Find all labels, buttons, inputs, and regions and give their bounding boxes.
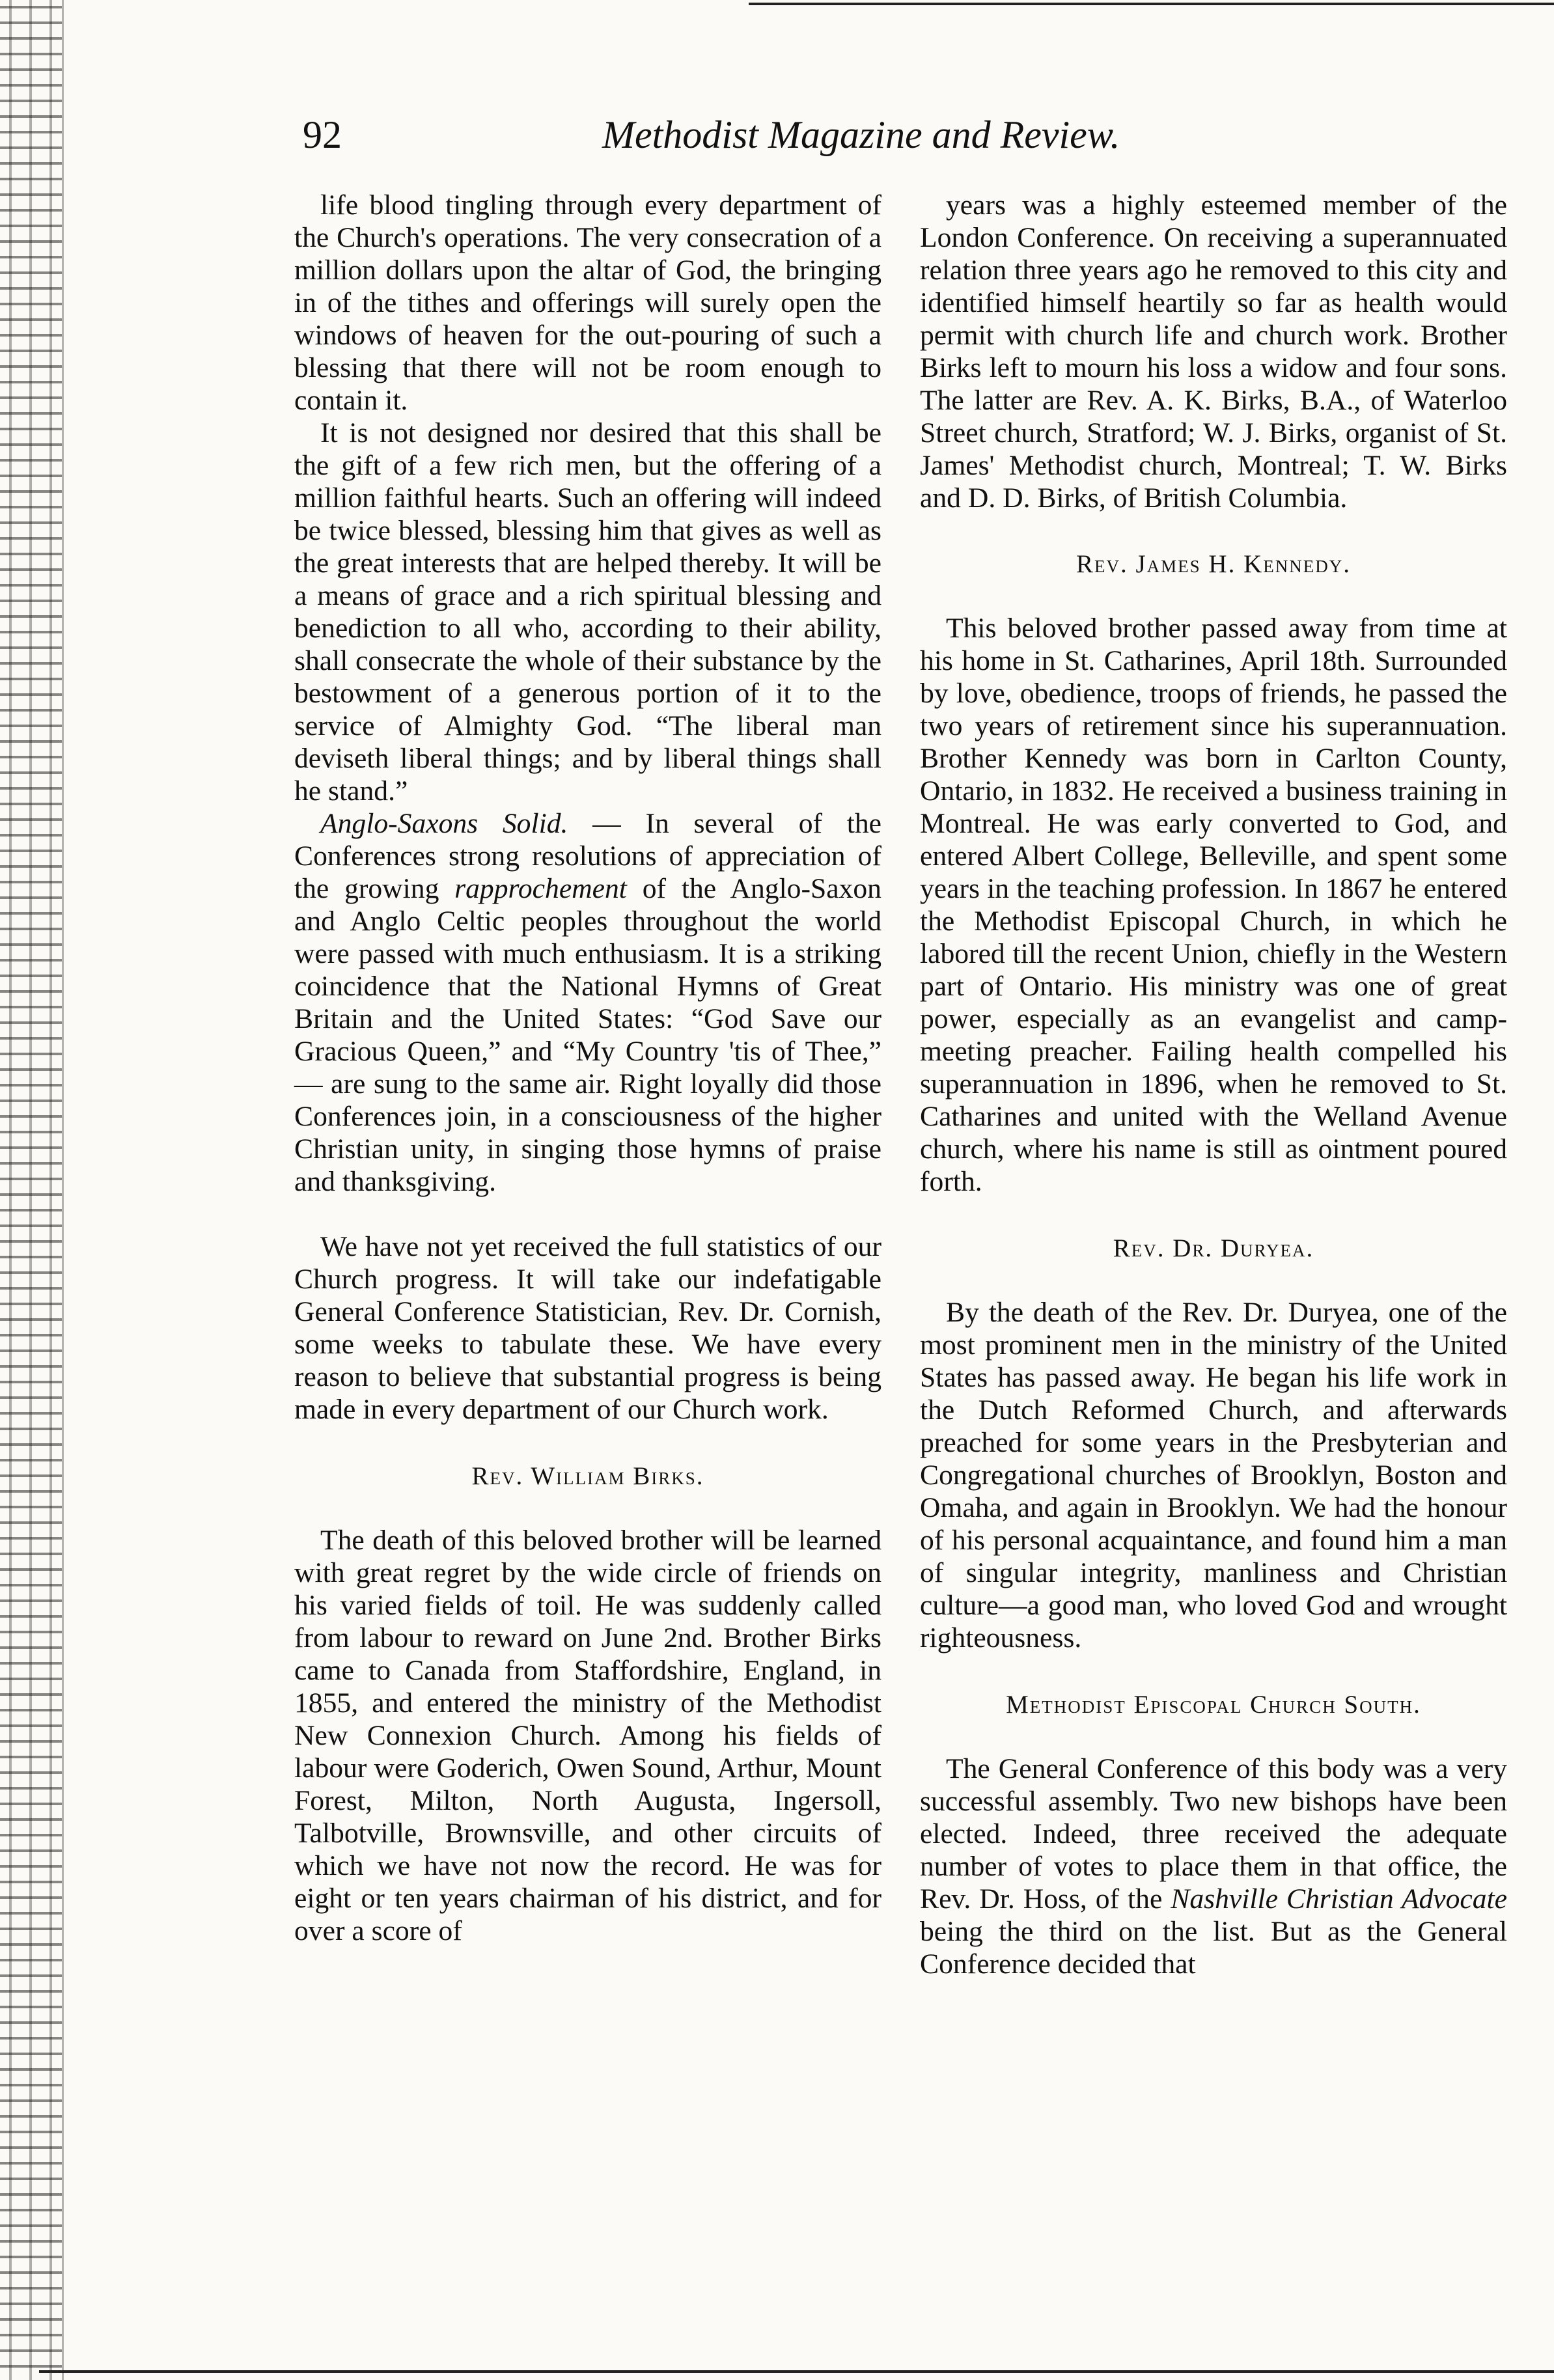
section-lead-in: Anglo-Saxons Solid.	[320, 808, 568, 839]
paragraph: life blood tingling through every department of the Church's operations. The very consecration of a million dollars upon the altar of God, the bringing in of the tithes and offerings will surely open the windows of heaven for the out-pouring of such a blessing that there will not be room enough to contain it.	[294, 189, 881, 416]
paragraph	[294, 807, 881, 1198]
running-title: Methodist Magazine and Review.	[602, 113, 1120, 156]
page-number: 92	[303, 113, 342, 156]
running-header	[286, 105, 1491, 164]
paragraph: It is not designed nor desired that this shall be the gift of a few rich men, but the offering of a million faithful hearts. Such an offering will indeed be twice blessed, blessing him that gives as well as the great interests that are helped thereby. It will be a means of grace and a rich spiritual blessing and benediction to all who, according to their ability, shall consecrate the whole of their substance by the bestowment of a generous portion of it to the service of Almighty God. “The liberal man deviseth liberal things; and by liberal things shall he stand.”	[294, 417, 881, 807]
paragraph: The death of this beloved brother will be learned with great regret by the wide circle of friends on his varied fields of toil. He was suddenly called from labour to reward on June 2nd. Brother Birks came to Canada from Staffordshire, England, in 1855, and entered the ministry of the Methodist New Connexion Church. Among his fields of labour were Goderich, Owen Sound, Arthur, Mount Forest, Milton, North Augusta, Ingersoll, Talbotville, Brownsville, and other circuits of which we have not now the record. He was for eight or ten years chairman of his district, and for over a score of	[294, 1525, 881, 1946]
paragraph: years was a highly esteemed member of the London Conference. On receiving a superannuated relation three years ago he removed to this city and identified himself heartily so far as health would permit with church life and church work. Brother Birks left to mourn his loss a widow and four sons. The latter are Rev. A. K. Birks, B.A., of Waterloo Street church, Stratford; W. J. Birks, organist of St. James' Methodist church, Montreal; T. W. Birks and D. D. Birks, of British Columbia.	[920, 189, 1507, 514]
paragraph	[920, 1752, 1507, 1980]
bottom-rule	[39, 2370, 1554, 2373]
top-rule	[749, 3, 1554, 5]
section-heading: Rev. William Birks.	[471, 1462, 704, 1490]
paragraph-text: — In several of the Conferences strong resolutions of appreciation of the growing	[294, 808, 881, 904]
paragraph-text: being the third on the list. But as the General Conference decided that	[920, 1916, 1507, 1980]
paragraph: This beloved brother passed away from time at his home in St. Catharines, April 18th. Surrounded by love, obedience, troops of friends, he passed the two years of retirement since his superannuation. Brother Kennedy was born in Carlton County, Ontario, in 1832. He received a business training in Montreal. He was early converted to God, and entered Albert College, Belleville, and spent some years in the teaching profession. In 1867 he entered the Methodist Episcopal Church, in which he labored till the recent Union, chiefly in the Western part of Ontario. His ministry was one of great power, especially as an evangelist and camp-meeting preacher. Failing health compelled his superannuation in 1896, when he removed to St. Catharines and united with the Welland Avenue church, where his name is still as ointment poured forth.	[920, 613, 1507, 1197]
paragraph: By the death of the Rev. Dr. Duryea, one of the most prominent men in the ministry of the United States has passed away. He began his life work in the Dutch Reformed Church, and afterwards preached for some years in the Presbyterian and Congregational churches of Brooklyn, Boston and Omaha, and again in Brooklyn. We had the honour of his personal acquaintance, and found him a man of singular integrity, manliness and Christian culture—a good man, who loved God and wrought righteousness.	[920, 1297, 1507, 1654]
page-binding-edge	[0, 0, 62, 2380]
section-heading: Methodist Episcopal Church South.	[1006, 1691, 1421, 1719]
italic-title: Nashville Christian Advocate	[1171, 1883, 1507, 1915]
paragraph-text: of the Anglo-Saxon and Anglo Celtic peoples throughout the world were passed with much enthusiasm. It is a striking coincidence that the National Hymns of Great Britain and the United States: “God Save our Gracious Queen,” and “My Country 'tis of Thee,” — are sung to the same air. Right loyally did those Conferences join, in a consciousness of the higher Christian unity, in singing those hymns of praise and thanksgiving.	[294, 873, 881, 1197]
section-heading: Rev. Dr. Duryea.	[1113, 1234, 1314, 1262]
left-column	[294, 189, 881, 1947]
section-heading: Rev. James H. Kennedy.	[1075, 550, 1351, 578]
binding-shadow	[62, 0, 64, 2380]
right-column	[920, 189, 1507, 1980]
italic-term: rapprochement	[454, 873, 627, 904]
paragraph: We have not yet received the full statistics of our Church progress. It will take our indefatigable General Conference Statistician, Rev. Dr. Cornish, some weeks to tabulate these. We have every reason to believe that substantial progress is being made in every department of our Church work.	[294, 1231, 881, 1425]
paragraph-text: The General Conference of this body was a very successful assembly. Two new bishops have been elected. Indeed, three received the adequate number of votes to place them in that office, the Rev. Dr. Hoss, of the	[920, 1753, 1507, 1915]
